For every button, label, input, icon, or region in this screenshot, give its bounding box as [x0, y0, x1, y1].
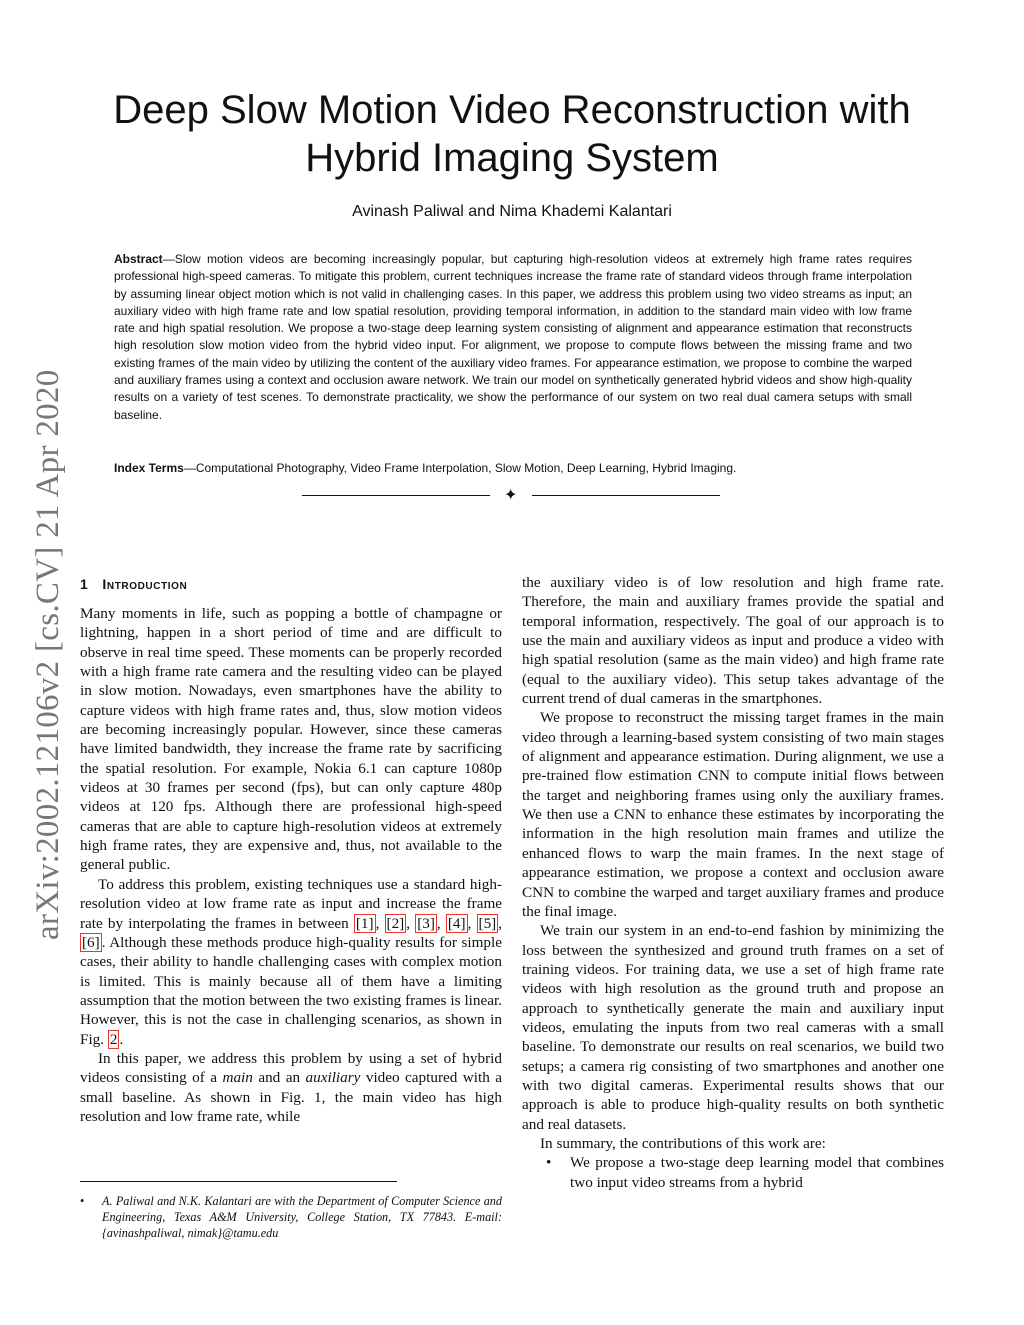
author-list: Avinash Paliwal and Nima Khademi Kalantari [352, 203, 672, 220]
intro-paragraph-2-text: To address this problem, existing techniques use a standard high-resolution video at low frame rate as input and increase the frame rate by interpolating the frames in between [80, 875, 502, 932]
list-item-text: We propose a two-stage deep learning model that combines two input video streams from a hybrid [570, 1154, 944, 1191]
period: . [119, 1030, 124, 1048]
citation-separator: , [375, 914, 385, 932]
index-terms-label: Index Terms [114, 461, 184, 475]
abstract [114, 251, 912, 424]
section-title: Introduction [102, 576, 188, 592]
abstract-label: Abstract [114, 252, 163, 266]
index-terms [114, 460, 912, 477]
figure-link[interactable]: 2 [109, 1030, 118, 1048]
bullet-icon: • [80, 1194, 85, 1208]
citation-link[interactable]: [3] [417, 914, 435, 932]
separator-line-left [302, 495, 490, 496]
intro-paragraph-1: Many moments in life, such as popping a bottle of champagne or lightning, happen in a short period of time and are difficult to observe in real time speed. These moments can be properly recorded with a high frame rate camera and the resulting video can be played in slow motion. Nowadays, even smartphones have the ability to capture videos with high frame rates and, thus, slow motion videos are becoming increasingly popular. However, since these cameras have limited bandwidth, they increase the frame rate by sacrificing the spatial resolution. For example, Nokia 6.1 can capture 1080p videos at 30 frames per second (fps), but can only capture 480p videos at 120 fps. Although there are professional high-speed cameras that are able to capture high-resolution videos at extremely high frame rates, they are expensive and, thus, not available to the general public. [80, 605, 502, 874]
title-line-1: Deep Slow Motion Video Reconstruction with [113, 88, 911, 132]
intro-paragraph-2-text-cont: . Although these methods produce high-quality results for simple cases, their ability to handle challenging cases with complex motion is limited. This is mainly because all of them have a limiting assumption that the motion between the two existing frames is linear. However, this is not the case in challenging scenarios, as shown in Fig. [80, 933, 502, 1048]
separator-line-right [532, 495, 720, 496]
title-line-2: Hybrid Imaging System [305, 136, 719, 180]
intro-paragraph-3-text: video captured with a small baseline. As shown in Fig. 1, the main video has high resolution and low frame rate, while [80, 1069, 503, 1125]
contributions-intro: In summary, the contributions of this work are: [540, 1134, 826, 1152]
abstract-text: —Slow motion videos are becoming increasingly popular, but capturing high-resolution videos at extremely high frame rates requires professional high-speed cameras. To mitigate this problem, current techniques increase the frame rate of standard videos through frame interpolation by assuming linear object motion which is not valid in challenging cases. In this paper, we address this problem using two video streams as input; an auxiliary video with high frame rate and low spatial resolution, providing temporal information, in addition to the standard main video with low frame rate and high spatial resolution. We propose a two-stage deep learning system consisting of alignment and appearance estimation that reconstructs high resolution slow motion video from the hybrid video input. For alignment, we propose to compute flows between the missing frame and two existing frames of the main video by utilizing the content of the auxiliary video frames. For appearance estimation, we propose to combine the warped and auxiliary frames using a context and occlusion aware network. We train our model on synthetically generated hybrid videos and show high-quality results on a variety of test scenes. To demonstrate practicality, we show the performance of our system on two real dual camera setups with small baseline. [114, 252, 912, 422]
intro-paragraph-4: the auxiliary video is of low resolution and high frame rate. Therefore, the main and auxiliary frames provide the spatial and temporal information, respectively. The goal of our approach is to use the main and auxiliary videos as input and produce a video with high spatial resolution (same as the main video) and high frame rate (equal to the auxiliary video). This setup takes advantage of the current trend of dual cameras in the smartphones. [522, 574, 944, 708]
right-column [522, 573, 944, 1192]
citation-link[interactable]: [6] [82, 933, 100, 951]
separator-ornament-icon: ✦ [504, 485, 518, 504]
citation-separator: , [436, 914, 446, 932]
intro-paragraph-5: We propose to reconstruct the missing target frames in the main video through a learning-based system consisting of two main stages of alignment and appearance estimation. During alignment, we use a pre-trained flow estimation CNN to compute initial flows between the target and neighboring frames using only the auxiliary frames. We then use a CNN to enhance these estimates by incorporating the information in the high resolution main frames and utilize the enhanced flows to warp the main frames. In the next stage of appearance estimation, we propose a context and occlusion aware CNN to combine the warped and target auxiliary frames and produce the final image. [522, 709, 944, 920]
citation-separator: , [467, 914, 477, 932]
emphasis-main: main [222, 1069, 253, 1087]
bullet-icon: • [546, 1154, 552, 1172]
index-terms-text: —Computational Photography, Video Frame Interpolation, Slow Motion, Deep Learning, Hybrid Imaging. [183, 461, 737, 475]
list-item [522, 1153, 944, 1192]
footnote-text: A. Paliwal and N.K. Kalantari are with the Department of Computer Science and Engineering, Texas A&M University, College Station, TX 77843. E-mail: {avinashpaliwal, nimak}@tamu.edu [102, 1194, 502, 1240]
intro-paragraph-2 [80, 875, 502, 1049]
intro-paragraph-3 [80, 1049, 502, 1126]
footnote [80, 1193, 502, 1241]
emphasis-auxiliary: auxiliary [305, 1069, 361, 1087]
intro-paragraph-6: We train our system in an end-to-end fashion by minimizing the loss between the synthesized and ground truth frames on a set of training videos. For training data, we use a set of high frame rate videos with high resolution as the ground truth and propose an approach to synthetically generate the main and auxiliary input videos, emulating the inputs from two real cameras with a small baseline. To demonstrate our results on real scenarios, we build two setups; a camera rig consisting of two smartphones and another one with two digital cameras. Experimental results shows that our approach is able to produce high-quality results on both synthetic and real datasets. [522, 922, 944, 1133]
citation-link[interactable]: [2] [386, 914, 405, 932]
section-number: 1 [80, 576, 89, 592]
paper-title [0, 86, 1024, 182]
citation-link[interactable]: [4] [447, 914, 466, 932]
citation-link[interactable]: [1] [355, 914, 374, 932]
section-heading [80, 573, 502, 596]
left-column [80, 573, 502, 1126]
contributions-list [522, 1153, 944, 1192]
footnote-rule [80, 1181, 397, 1182]
citation-separator: , [406, 914, 416, 932]
section-separator [302, 486, 722, 504]
intro-paragraph-3-text: and an [252, 1069, 306, 1087]
intro-paragraph-3-text: In this paper, we address this problem by using a set of hybrid videos consisting of a [80, 1049, 502, 1087]
citation-link[interactable]: [5] [478, 914, 497, 932]
citation-separator: , [498, 914, 503, 932]
arxiv-identifier: arXiv:2002.12106v2 [cs.CV] 21 Apr 2020 [30, 369, 66, 940]
